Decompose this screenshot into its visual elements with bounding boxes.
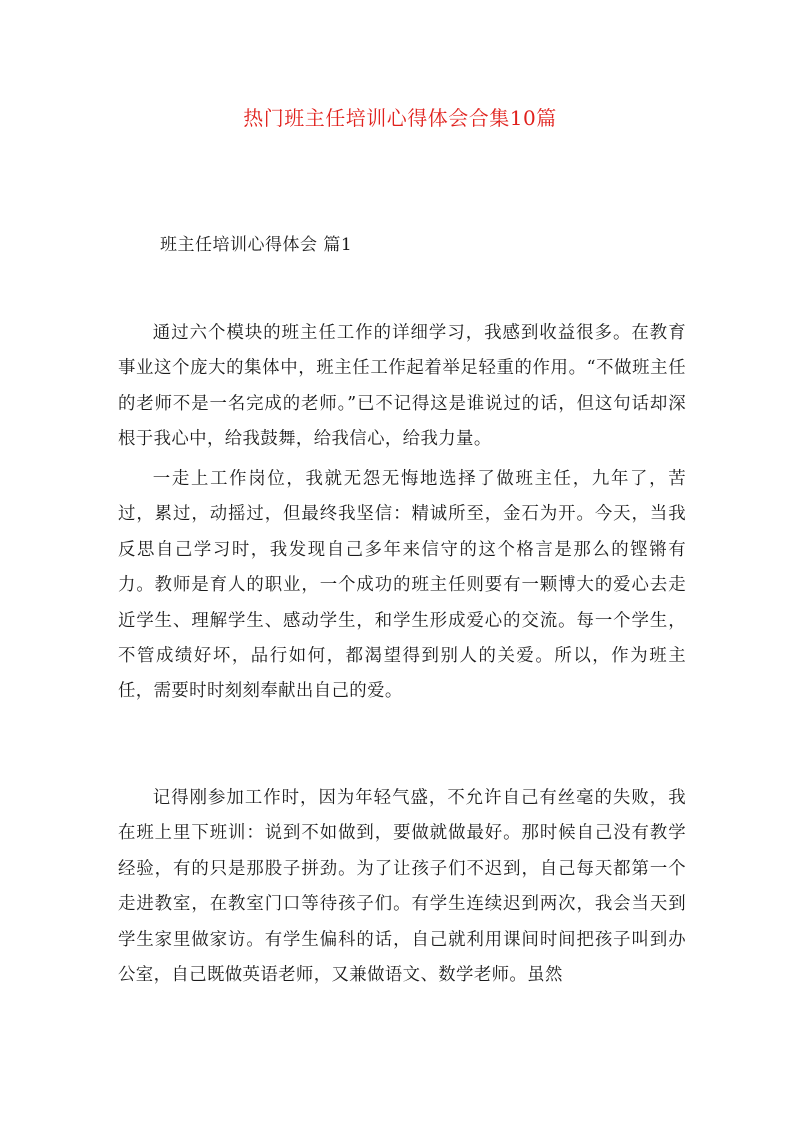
paragraph-1	[118, 316, 686, 458]
paragraph-2	[118, 462, 686, 710]
paragraph-text: 一走上工作岗位，我就无怨无悔地选择了做班主任，九年了，苦过，累过，动摇过，但最终我坚信：精诚所至，金石为开。今天，当我反思自己学习时，我发现自己多年来信守的这个格言是那么的铿锵有力。教师是育人的职业，一个成功的班主任则要有一颗博大的爱心去走近学生、理解学生、感动学生，和学生形成爱心的交流。每一个学生，不管成绩好坏，品行如何，都渴望得到别人的关爱。所以，作为班主任，需要时时刻刻奉献出自己的爱。	[118, 469, 686, 702]
paragraph-3	[118, 781, 686, 993]
paragraph-text: 通过六个模块的班主任工作的详细学习，我感到收益很多。在教育事业这个庞大的集体中，班主任工作起着举足轻重的作用。“不做班主任的老师不是一名完成的老师。”已不记得这是谁说过的话，但这句话却深根于我心中，给我鼓舞，给我信心，给我力量。	[118, 323, 686, 450]
section-heading: 班主任培训心得体会 篇1	[160, 235, 353, 255]
paragraph-text: 记得刚参加工作时，因为年轻气盛，不允许自己有丝毫的失败，我在班上里下班训：说到不如做到，要做就做最好。那时候自己没有教学经验，有的只是那股子拼劲。为了让孩子们不迟到，自己每天都第一个走进教室，在教室门口等待孩子们。有学生连续迟到两次，我会当天到学生家里做家访。有学生偏科的话，自己就利用课间时间把孩子叫到办公室，自己既做英语老师，又兼做语文、数学老师。虽然	[118, 788, 686, 986]
document-title: 热门班主任培训心得体会合集10篇	[243, 106, 557, 130]
